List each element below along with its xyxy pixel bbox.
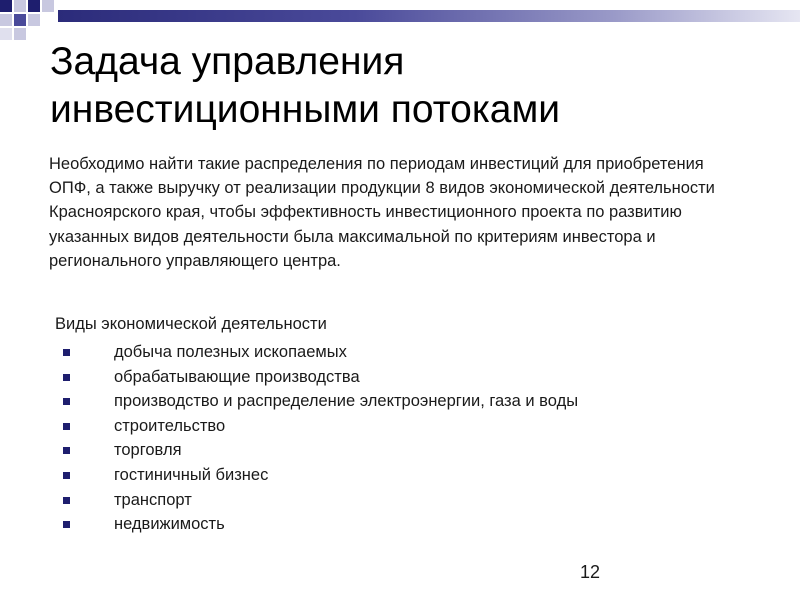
square-bullet-icon: [63, 447, 70, 454]
list-item-text: строительство: [114, 416, 226, 435]
list-item-text: торговля: [114, 441, 182, 460]
list-item: [60, 369, 660, 386]
list-item: [60, 492, 660, 509]
decor-square: [14, 14, 26, 26]
square-bullet-icon: [63, 398, 70, 405]
activity-list: [60, 344, 660, 541]
list-item: [60, 344, 660, 361]
list-item: [60, 516, 660, 533]
decor-square: [28, 14, 40, 26]
decor-square: [28, 0, 40, 12]
list-item: [60, 442, 660, 459]
page-number: 12: [580, 562, 601, 582]
square-bullet-icon: [63, 349, 70, 356]
square-bullet-icon: [63, 423, 70, 430]
list-item: [60, 418, 660, 435]
slide-title: Задача управления инвестиционными потоками: [50, 40, 561, 131]
intro-paragraph: Необходимо найти такие распределения по периодам инвестиций для приобретения ОПФ, а также выручку от реализации продукции 8 видов экономической деятельности Красноярского края, чтобы эффективность инвестиционного проекта по развитию указанных видов деятельности была максимальной по критериям инвестора и регионального управляющего центра.: [49, 155, 715, 270]
list-item: [60, 467, 660, 484]
header-gradient-bar: [58, 10, 800, 22]
list-heading: Виды экономической деятельности: [55, 315, 327, 333]
decor-square: [0, 28, 12, 40]
decor-square: [0, 14, 12, 26]
square-bullet-icon: [63, 472, 70, 479]
list-item-text: обрабатывающие производства: [114, 367, 360, 386]
list-item-text: гостиничный бизнес: [114, 465, 269, 484]
list-item-text: производство и распределение электроэнергии, газа и воды: [114, 392, 579, 411]
decor-square: [14, 0, 26, 12]
square-bullet-icon: [63, 374, 70, 381]
list-item-text: транспорт: [114, 490, 192, 509]
list-item-text: недвижимость: [114, 515, 225, 534]
list-item-text: добыча полезных ископаемых: [114, 343, 347, 361]
square-bullet-icon: [63, 497, 70, 504]
square-bullet-icon: [63, 521, 70, 528]
decor-square: [42, 0, 54, 12]
decor-square: [0, 0, 12, 12]
decor-square: [14, 28, 26, 40]
list-item: [60, 393, 660, 410]
decorative-header-band: [0, 0, 800, 40]
